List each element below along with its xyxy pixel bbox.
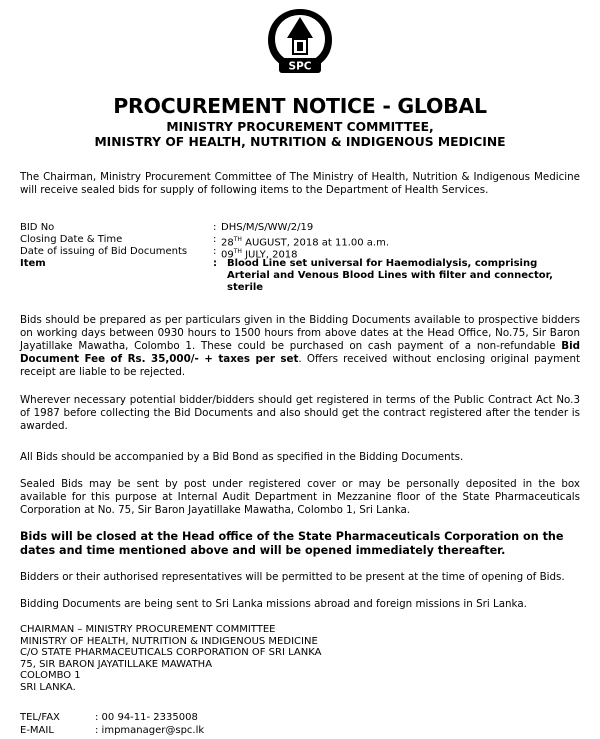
- issue-day-suffix: TH: [233, 248, 242, 255]
- issue-day: 09: [221, 249, 234, 261]
- bid-fee-text: Bid Document Fee of Rs. 35,000/- + taxes per set: [20, 340, 580, 365]
- sealed-bids-paragraph: Sealed Bids may be sent by post under registered cover or may be personally deposited in the box available for this purpose at Internal Audit Department in Mezzanine floor of the State Pharmaceuticals Corporation at No. 75, Sir Baron Jayatillake Mawatha, Colombo 1, Sri Lanka.: [20, 478, 580, 516]
- spc-logo: [263, 6, 337, 76]
- intro-paragraph: The Chairman, Ministry Procurement Committee of The Ministry of Health, Nutrition & Indigenous Medicine will receive sealed bids for supply of following items to the Department of Health Services.: [20, 171, 580, 196]
- address-line: 75, SIR BARON JAYATILLAKE MAWATHA: [20, 658, 213, 670]
- address-line: COLOMBO 1: [20, 670, 81, 682]
- bid-bond-paragraph: All Bids should be accompanied by a Bid Bond as specified in the Bidding Documents.: [20, 451, 464, 463]
- item-label: Item: [20, 258, 46, 269]
- closing-day-suffix: TH: [233, 236, 242, 243]
- bid-preparation-text-b: . Offers received without enclosing original payment receipt are liable to be rejected.: [20, 353, 581, 378]
- address-line: C/O STATE PHARMACEUTICALS CORPORATION OF SRI LANKA: [20, 647, 322, 659]
- colon: :: [213, 222, 217, 233]
- logo-text: SPC: [288, 60, 312, 73]
- missions-paragraph: Bidding Documents are being sent to Sri Lanka missions abroad and foreign missions in Sri Lanka.: [20, 598, 527, 610]
- issue-date-label: Date of issuing of Bid Documents: [20, 246, 188, 257]
- email-label: E-MAIL: [20, 725, 54, 736]
- tel-fax-label: TEL/FAX: [20, 712, 60, 723]
- address-line: CHAIRMAN – MINISTRY PROCUREMENT COMMITTEE: [20, 624, 276, 635]
- address-line: MINISTRY OF HEALTH, NUTRITION & INDIGENOUS MEDICINE: [20, 635, 318, 647]
- address-block: [20, 624, 321, 694]
- committee-heading: MINISTRY PROCUREMENT COMMITTEE,: [166, 120, 434, 134]
- colon: :: [213, 234, 217, 245]
- notice-title: PROCUREMENT NOTICE - GLOBAL: [113, 94, 487, 118]
- address-line: SRI LANKA.: [20, 681, 76, 693]
- bid-no-label: BID No: [20, 222, 55, 233]
- bidders-present-paragraph: Bidders or their authorised representatives will be permitted to be present at the time of opening of Bids.: [20, 571, 565, 583]
- item-value: Blood Line set universal for Haemodialysis, comprising Arterial and Venous Blood Lines with filter and connector, sterile: [227, 258, 553, 293]
- closing-date-rest: AUGUST, 2018 at 11.00 a.m.: [241, 237, 390, 249]
- colon: :: [213, 246, 217, 257]
- ministry-heading: MINISTRY OF HEALTH, NUTRITION & INDIGENOUS MEDICINE: [94, 135, 506, 149]
- bid-preparation-paragraph: [20, 314, 580, 379]
- closing-day: 28: [221, 237, 234, 249]
- tel-fax-value: : 00 94-11- 2335008: [95, 712, 198, 723]
- closing-paragraph: Bids will be closed at the Head office of the State Pharmaceuticals Corporation on the dates and time mentioned above and will be opened immediately thereafter.: [20, 530, 564, 557]
- bid-preparation-text-a: Bids should be prepared as per particulars given in the Bidding Documents available to prospective bidders on working days between 0930 hours to 1500 hours from above dates at the Head Office, No.75, Sir Baron Jayatillake Mawatha, Colombo 1. These could be purchased on cash payment of a non-refundable: [20, 314, 580, 352]
- closing-date-label: Closing Date & Time: [20, 234, 123, 245]
- email-value: : impmanager@spc.lk: [95, 725, 205, 736]
- registration-paragraph: Wherever necessary potential bidder/bidders should get registered in terms of the Public Contract Act No.3 of 1987 before collecting the Bid Documents and also should get the contract registered after the tender is awarded.: [20, 394, 580, 432]
- bid-no-value: DHS/M/S/WW/2/19: [221, 222, 314, 233]
- colon: :: [213, 258, 217, 269]
- issue-date-rest: JULY, 2018: [241, 249, 298, 261]
